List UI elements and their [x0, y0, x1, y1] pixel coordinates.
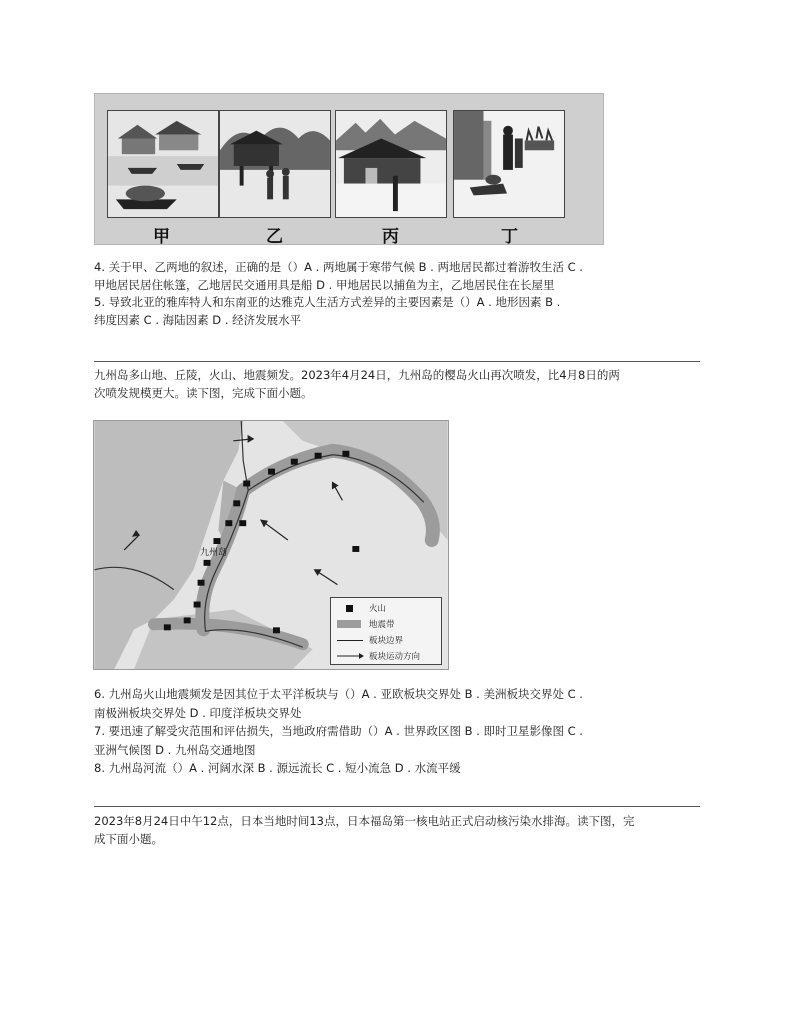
legend-plate-boundary [335, 633, 403, 647]
kyushu-label: 九州岛 [200, 548, 228, 558]
photo-label-ding: 丁 [501, 227, 518, 247]
photo-panel-jia [107, 110, 219, 218]
legend-quake-zone [335, 617, 395, 631]
question-6-line1: 6. 九州岛火山地震频发是因其位于太平洋板块与（）A . 亚欧板块交界处 B . 美洲板块交界处 C . [94, 687, 583, 701]
quake-zone-swatch [337, 620, 361, 628]
legend-volcano-label: 火山 [369, 604, 387, 614]
photo-panel-yi [219, 110, 331, 218]
legend-plate-motion [335, 649, 420, 663]
question-7-line1: 7. 要迅速了解受灾范围和评估损失，当地政府需借助（）A . 世界政区图 B . 即时卫星影像图 C . [94, 724, 583, 738]
photo-label-jia: 甲 [153, 227, 170, 247]
map-legend [330, 597, 442, 665]
question-5-line1: 5. 导致北亚的雅库特人和东南亚的达雅克人生活方式差异的主要因素是（）A . 地形因素 B . [94, 295, 561, 309]
intro-fukushima-line1: 2023年8月24日中午12点，日本当地时间13点，日本福岛第一核电站正式启动核污染水排海。读下图，完 [94, 814, 635, 828]
intro-kyushu-line2: 次喷发规模更大。读下图，完成下面小题。 [94, 386, 313, 400]
intro-fukushima-line2: 成下面小题。 [94, 832, 163, 846]
volcano-map-figure [93, 420, 449, 670]
photo-label-bing: 丙 [382, 227, 399, 247]
plate-boundary-line-icon [337, 640, 363, 641]
photo-strip-figure [94, 93, 604, 245]
photo-label-yi: 乙 [266, 227, 283, 247]
question-7-line2: 亚洲气候图 D . 九州岛交通地图 [94, 742, 256, 757]
question-block-6-8 [94, 685, 684, 778]
question-8-line1: 8. 九州岛河流（）A . 河阔水深 B . 源远流长 C . 短小流急 D . 水流平缓 [94, 761, 461, 775]
question-4-line2: 甲地居民居住帐篷，乙地居民交通用具是船 D . 甲地居民以捕鱼为主，乙地居民住在长屋里 [94, 277, 555, 292]
question-block-4-5 [94, 259, 684, 329]
question-6-line2: 南极洲板块交界处 D . 印度洋板块交界处 [94, 705, 302, 720]
section-divider-2 [94, 806, 700, 807]
question-4-line1: 4. 关于甲、乙两地的叙述，正确的是（）A . 两地属于寒带气候 B . 两地居民都过着游牧生活 C . [94, 260, 583, 274]
legend-quake-zone-label: 地震带 [369, 620, 395, 630]
section-divider-1 [94, 361, 700, 362]
volcano-icon [346, 605, 353, 612]
photo-panel-ding [453, 110, 565, 218]
legend-plate-motion-label: 板块运动方向 [369, 652, 421, 662]
photo-panel-bing [335, 110, 447, 218]
arrow-right-icon [335, 651, 365, 661]
intro-paragraph-fukushima [94, 812, 704, 848]
intro-kyushu-line1: 九州岛多山地、丘陵，火山、地震频发。2023年4月24日，九州岛的樱岛火山再次喷发，比4月8日的两 [94, 368, 620, 382]
intro-paragraph-kyushu [94, 366, 704, 402]
legend-volcano [335, 601, 386, 615]
question-5-line2: 纬度因素 C . 海陆因素 D . 经济发展水平 [94, 312, 302, 327]
legend-plate-boundary-label: 板块边界 [369, 636, 404, 646]
